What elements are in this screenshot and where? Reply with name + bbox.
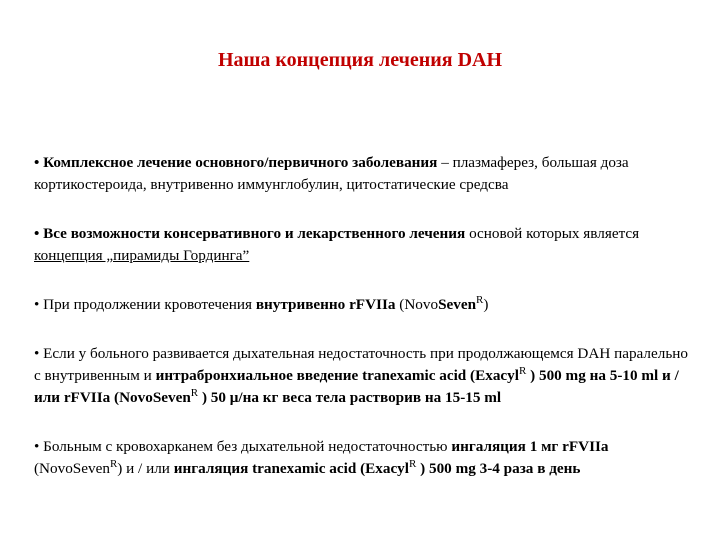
slide-title: Наша концепция лечения DAH [217,49,503,71]
bold-text: Seven [438,296,477,313]
bullet-item-4 [34,343,690,409]
bold-text: внутривенно rFVIIa [255,296,396,313]
bullet-item-2 [34,223,690,267]
bullet-item-5 [34,436,690,480]
bullet-item-3 [34,294,690,316]
text: • Больным с кровохарканем без дыхательной недостаточностью [34,438,452,455]
text: ) [483,296,489,313]
superscript: R [409,458,417,470]
bold-text: ) 500 mg 3-4 раза в день [416,460,581,477]
text: – плазмаферез, большая доза кортикостероида, внутривенно иммунглобулин, цитостатические средсва [34,154,629,193]
text: • Если у больного развивается дыхательная недостаточность при продолжающемся DAH паралельно с внутривенным и [34,345,688,384]
text: (NovoSeven [34,460,110,477]
bold-text: ингаляция tranexamic acid (Exacyl [173,460,409,477]
superscript: R [476,294,484,306]
bold-text: • Все возможности консервативного и лекарственного лечения [34,225,466,242]
bold-text: ) 500 mg на 5-10 ml и / или rFVIIa (NovoSeven [34,367,679,406]
superscript: R [109,458,118,470]
bold-text: интрабронхиальное введение tranexamic acid (Exacyl [155,367,519,384]
superscript: R [518,365,527,377]
bold-text: • Комплексное лечение основного/первичного заболевания [34,154,438,171]
bold-text: ингаляция 1 мг rFVIIa [451,438,609,455]
text: ) и / или [117,460,174,477]
text: • При продолжении кровотечения [34,296,256,313]
text: (Novo [395,296,439,313]
bold-text: ) 50 μ/на кг веса тела растворив на 15-15 ml [198,389,502,406]
bullet-item-1 [34,152,690,196]
bullet-list [34,152,690,480]
superscript: R [190,387,199,399]
underlined-text: концепция „пирамиды Гординга” [34,247,250,264]
text: основой которых является [465,225,640,242]
